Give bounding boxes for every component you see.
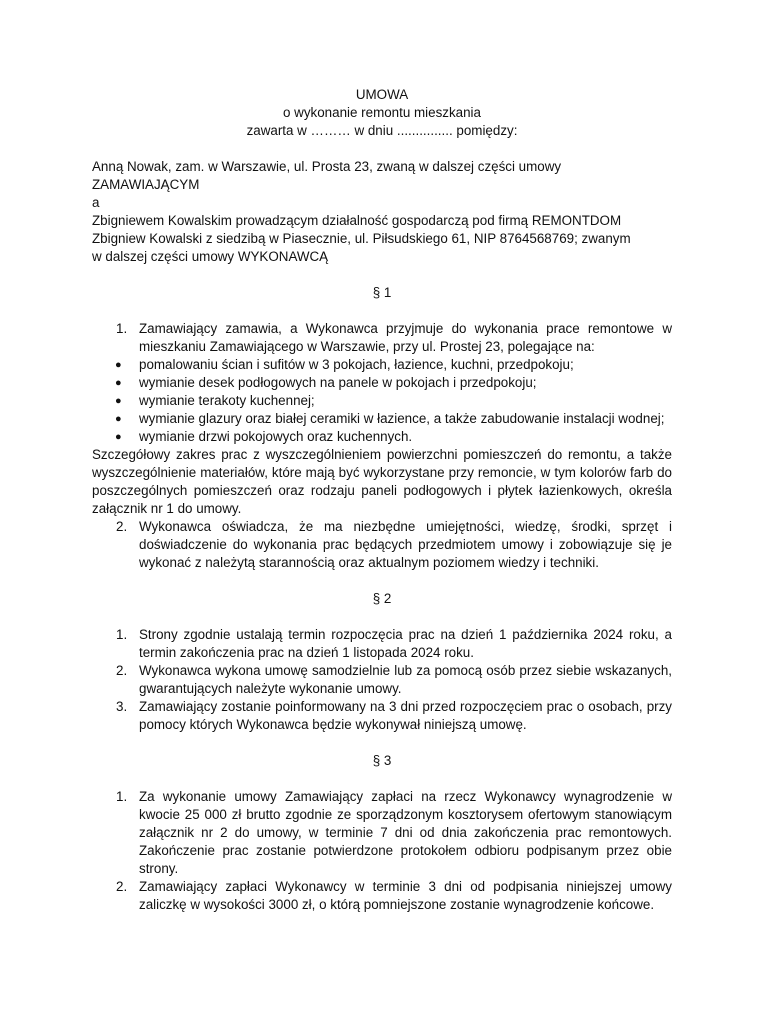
- parties-conjunction: a: [92, 195, 100, 210]
- section-1: [92, 320, 672, 572]
- section-3-title: § 3: [372, 753, 392, 768]
- bullet-text: pomalowaniu ścian i sufitów w 3 pokojach, łazience, kuchni, przedpokoju;: [139, 357, 574, 372]
- list-item: [92, 374, 672, 392]
- section-2-item-2: [92, 662, 672, 698]
- list-item: [92, 392, 672, 410]
- section-2-item-1: [92, 626, 672, 662]
- list-number: 3.: [116, 699, 128, 714]
- bullet-icon: ●: [115, 359, 122, 371]
- list-item-text: Zamawiający zapłaci Wykonawcy w terminie 3 dni od podpisania niniejszej umowy zaliczkę w wysokości 3000 zł, o którą pomniejszone zostanie wynagrodzenie końcowe.: [139, 879, 672, 912]
- bullet-icon: ●: [115, 395, 122, 407]
- section-1-item-2: [92, 518, 672, 572]
- list-item-text: Zamawiający zostanie poinformowany na 3 dni przed rozpoczęciem prac o osobach, przy pomocy których Wykonawca będzie wykonywał niniejszą umowę.: [139, 699, 672, 732]
- section-2-title: § 2: [372, 591, 392, 606]
- contractor-line-1: Zbigniewem Kowalskim prowadzącym działalność gospodarczą pod firmą REMONTDOM: [92, 213, 622, 228]
- section-1-item-1: [92, 320, 672, 356]
- section-1-detail-paragraph: Szczegółowy zakres prac z wyszczególnieniem powierzchni pomieszczeń do remontu, a także wyszczególnienie materiałów, które mają być wykorzystane przy remoncie, w tym kolorów farb do poszczególnych pomieszczeń oraz rodzaju paneli podłogowych i płytek łazienkowych, określa załącznik nr 1 do umowy.: [92, 447, 672, 516]
- bullet-text: wymianie drzwi pokojowych oraz kuchennych.: [139, 429, 413, 444]
- contract-title: UMOWA: [355, 87, 409, 102]
- bullet-icon: ●: [115, 431, 122, 443]
- section-3: [92, 788, 672, 914]
- list-item-text: Wykonawca wykona umowę samodzielnie lub za pomocą osób przez siebie wskazanych, gwarantujących należyte wykonanie umowy.: [139, 663, 672, 696]
- contract-parties: [92, 158, 672, 266]
- list-number: 2.: [116, 663, 128, 678]
- list-item-text: Zamawiający zamawia, a Wykonawca przyjmuje do wykonania prace remontowe w mieszkaniu Zamawiającego w Warszawie, przy ul. Prostej 23, polegające na:: [139, 321, 672, 354]
- section-3-item-2: [92, 878, 672, 914]
- contract-subtitle: o wykonanie remontu mieszkania: [283, 105, 481, 120]
- section-2: [92, 626, 672, 734]
- list-item: [92, 356, 672, 374]
- list-item-text: Wykonawca oświadcza, że ma niezbędne umiejętności, wiedzę, środki, sprzęt i doświadczenie do wykonania prac będących przedmiotem umowy i zobowiązuje się je wykonać z należytą starannością oraz aktualnym poziomem wiedzy i techniki.: [139, 519, 672, 570]
- list-item-text: Strony zgodnie ustalają termin rozpoczęcia prac na dzień 1 października 2024 roku, a termin zakończenia prac na dzień 1 listopada 2024 roku.: [139, 627, 672, 660]
- list-number: 1.: [116, 627, 128, 642]
- list-number: 1.: [116, 321, 128, 336]
- bullet-text: wymianie desek podłogowych na panele w pokojach i przedpokoju;: [139, 375, 537, 390]
- list-item: [92, 428, 672, 446]
- section-2-item-3: [92, 698, 672, 734]
- contractor-line-2: Zbigniew Kowalski z siedzibą w Piasecznie, ul. Piłsudskiego 61, NIP 8764568769; zwanym: [92, 231, 631, 246]
- client-line-2: ZAMAWIAJĄCYM: [92, 177, 200, 192]
- document-body: [92, 86, 672, 914]
- list-number: 2.: [116, 519, 128, 534]
- bullet-text: wymianie glazury oraz białej ceramiki w łazience, a także zabudowanie instalacji wodnej;: [139, 411, 665, 426]
- contractor-line-3: w dalszej części umowy WYKONAWCĄ: [92, 249, 329, 264]
- section-1-title: § 1: [372, 285, 392, 300]
- bullet-text: wymianie terakoty kuchennej;: [139, 393, 315, 408]
- bullet-icon: ●: [115, 377, 122, 389]
- list-number: 1.: [116, 789, 128, 804]
- list-item-text: Za wykonanie umowy Zamawiający zapłaci na rzecz Wykonawcy wynagrodzenie w kwocie 25 000 zł brutto zgodnie ze sporządzonym kosztorysem ofertowym stanowiącym załącznik nr 2 do umowy, w terminie 7 dni od dnia zakończenia prac remontowych. Zakończenie prac zostanie potwierdzone protokołem odbioru podpisanym przez obie strony.: [139, 789, 672, 876]
- bullet-icon: ●: [115, 413, 122, 425]
- section-3-item-1: [92, 788, 672, 878]
- contract-header: [92, 86, 672, 140]
- list-item: [92, 410, 672, 428]
- list-number: 2.: [116, 879, 128, 894]
- contract-concluded-line: zawarta w ……… w dniu ............... pomiędzy:: [246, 123, 518, 138]
- client-line-1: Anną Nowak, zam. w Warszawie, ul. Prosta 23, zwaną w dalszej części umowy: [92, 159, 562, 174]
